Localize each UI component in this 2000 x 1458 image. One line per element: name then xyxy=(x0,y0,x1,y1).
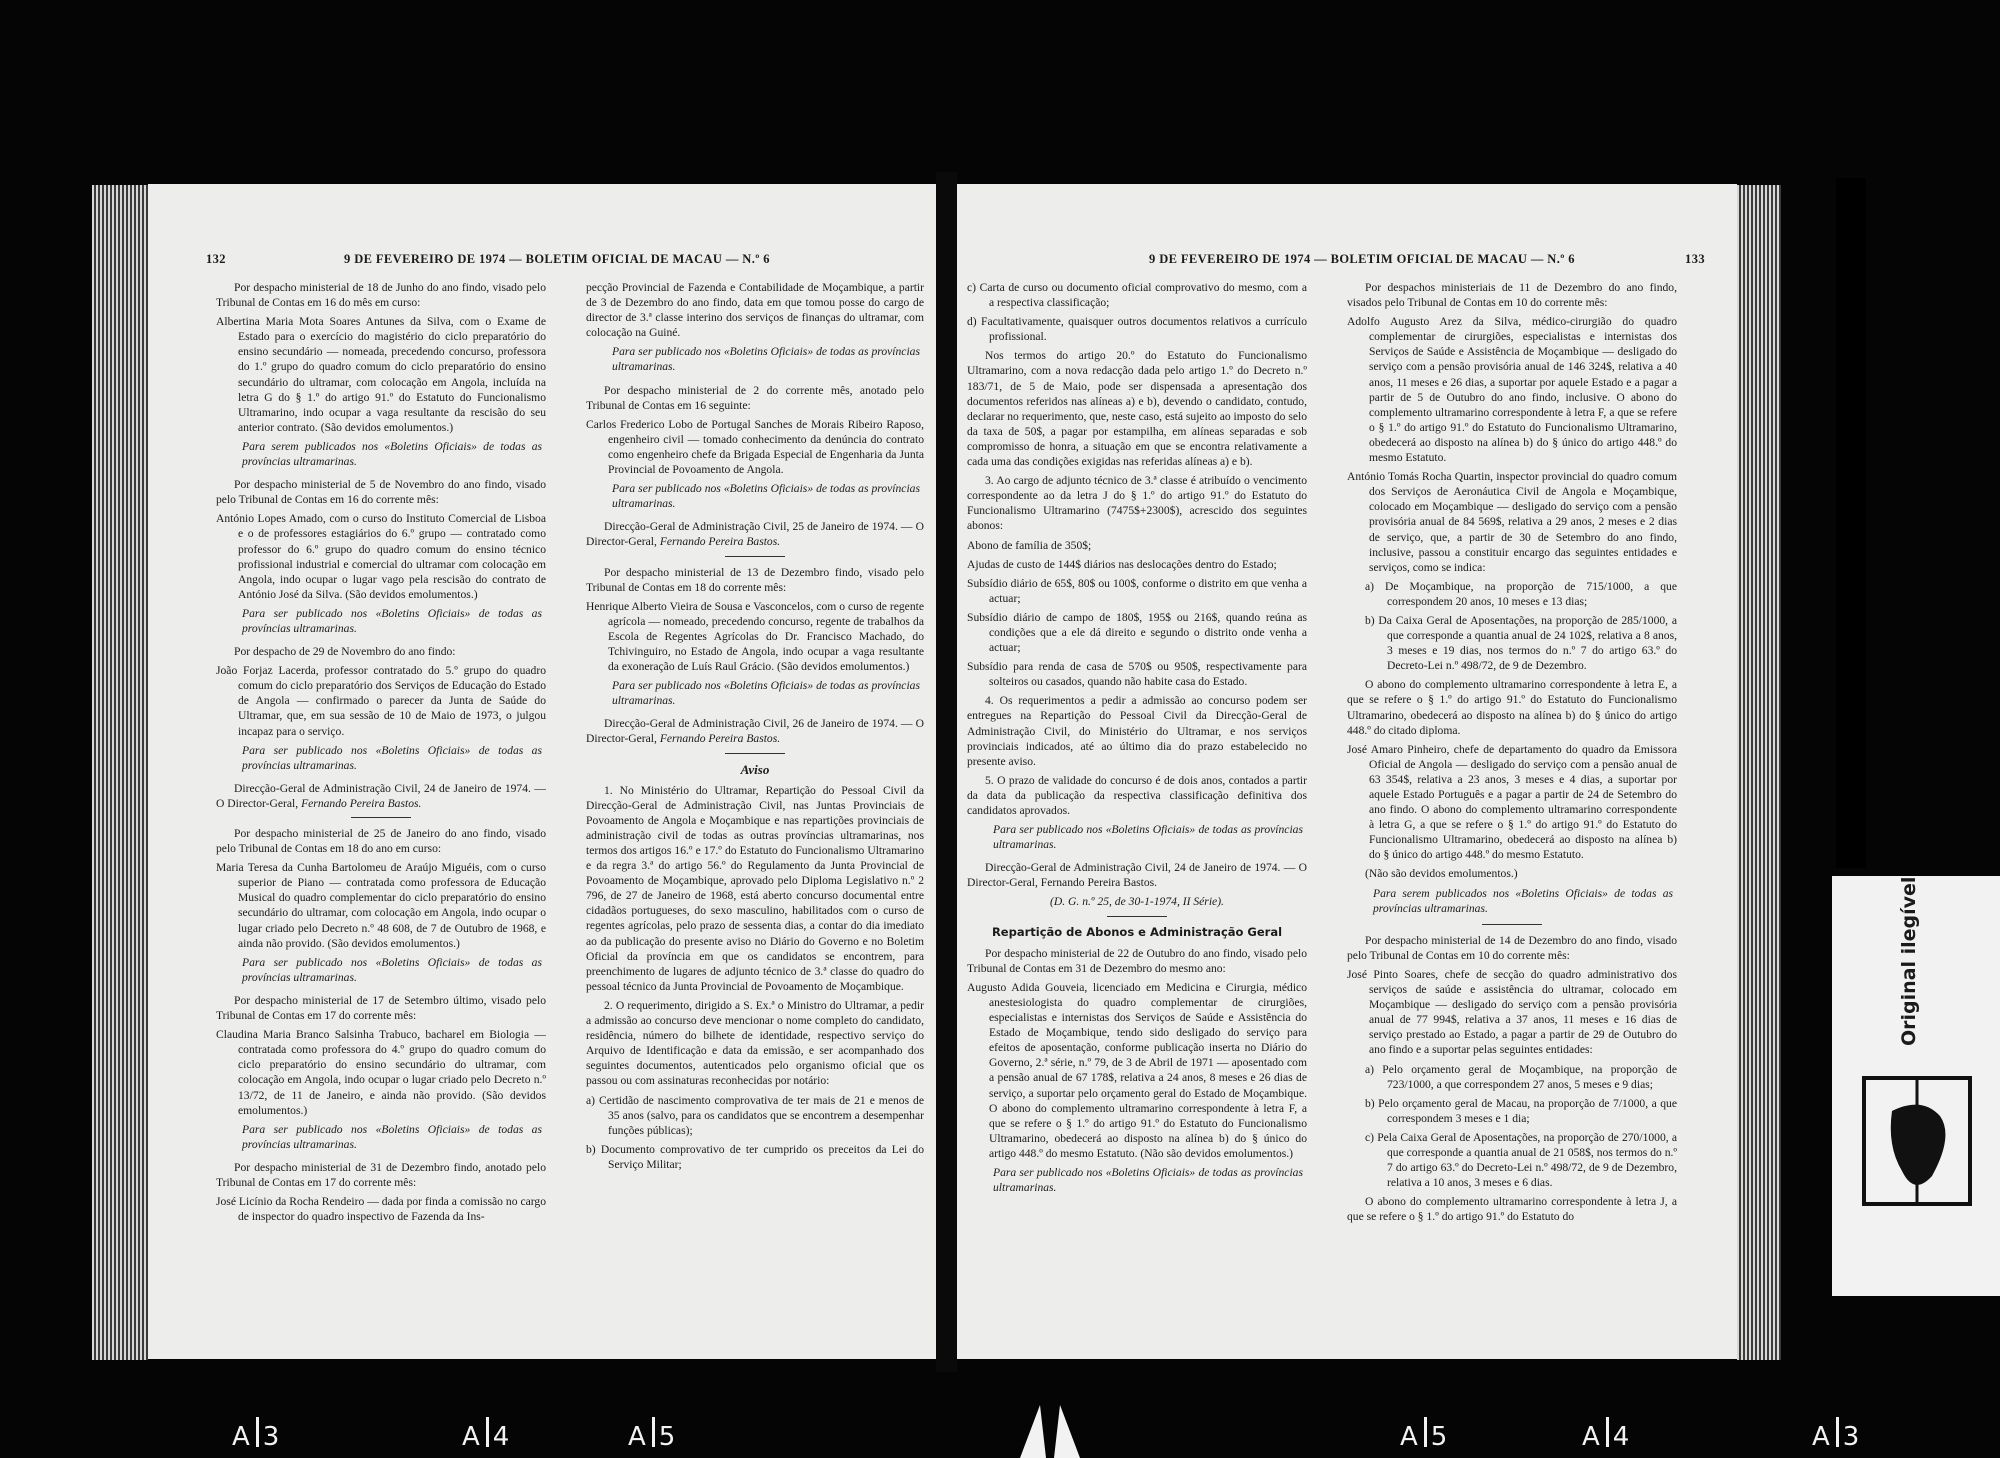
paragraph: Por despacho ministerial de 31 de Dezembro findo, anotado pelo Tribunal de Contas em 17 do corrente mês: xyxy=(216,1160,546,1189)
list-item: Subsídio diário de 65$, 80$ ou 100$, conforme o distrito em que venha a actuar; xyxy=(967,576,1307,605)
publication-note: Para ser publicado nos «Boletins Oficiais» de todas as províncias ultramarinas. xyxy=(242,1122,542,1151)
signatory-name: Fernando Pereira Bastos. xyxy=(659,535,781,549)
list-item: Subsídio diário de campo de 180$, 195$ ou 216$, quando reúna as condições que a ele dá direito e segundo o distrito onde venha a actuar; xyxy=(967,610,1307,655)
paragraph: Por despachos ministeriais de 11 de Dezembro do ano findo, visados pelo Tribunal de Contas em 10 do corrente mês: xyxy=(1347,281,1677,310)
publication-note: Para ser publicado nos «Boletins Oficiais» de todas as províncias ultramarinas. xyxy=(993,1165,1303,1195)
list-item: b) Pelo orçamento geral de Macau, na proporção de 7/1000, a que correspondem 3 meses e 1 dia; xyxy=(1365,1096,1677,1125)
right-column-1 xyxy=(967,280,1307,1355)
right-column-2 xyxy=(1347,280,1677,1355)
signature-line: Direcção-Geral de Administração Civil, 24 de Janeiro de 1974. — O Director-Geral, xyxy=(216,781,546,810)
divider xyxy=(351,817,411,818)
list-item: a) Certidão de nascimento comprovativa de ter mais de 21 e menos de 35 anos (salvo, para os candidatos que se encontrem a desempenhar funções públicas); xyxy=(586,1093,924,1137)
left-column-1 xyxy=(216,280,546,1355)
signature: Direcção-Geral de Administração Civil, 24 de Janeiro de 1974. — O Director-Geral, Fernando Pereira Bastos. xyxy=(967,861,1307,890)
paragraph: (Não são devidos emolumentos.) xyxy=(1365,867,1518,881)
list-item: b) Documento comprovativo de ter cumprido os preceitos da Lei do Serviço Militar; xyxy=(586,1142,924,1171)
list-item: c) Pela Caixa Geral de Aposentações, na proporção de 270/1000, a que corresponde a quantia anual de 21 058$, nos termos do n.º 7 do artigo 63.º do Decreto-Lei n.º 498/72, de 9 de Dezembro, relativa a 10 anos, 3 meses e 6 dias. xyxy=(1365,1130,1677,1190)
paragraph: Augusto Adida Gouveia, licenciado em Medicina e Cirurgia, médico anestesiologista do quadro complementar de cirurgiões, especialistas e internistas dos Serviços de Saúde e Assistência do Estado de Moçambique, tendo sido desligado do serviço para efeitos de aposentação, conforme publicação inserta no Diário do Governo, 2.ª série, n.º 79, de 3 de Abril de 1971 — aposentado com a pensão anual de 67 178$, relativa a 24 anos, 8 meses e 26 dias de serviço, a suportar pelo orçamento geral do Estado de Moçambique. O abono do complemento ultramarino correspondente à letra F, a que se refere o § 1.º do artigo 91.º do Estatuto do Funcionalismo Ultramarino, obedecerá ao disposto na alínea b) do § único do artigo 448.º do mesmo Estatuto. (Não são devidos emolumentos.) xyxy=(967,980,1307,1160)
film-mark: A 3 xyxy=(232,1417,281,1452)
paragraph: José Amaro Pinheiro, chefe de departamento do quadro da Emissora Oficial de Angola — desligado do serviço com a pensão anual de 63 354$, relativa a 23 anos, 3 meses e 4 dias, a suportar por aquele Estado Português e a pagar a partir de 24 de Setembro do ano findo. O abono do complemento ultramarino correspondente à letra G, a que se refere o § 1.º do artigo 91.º do Estatuto do Funcionalismo Ultramarino, obedecerá ao disposto na alínea b) do § único do artigo 448.º do mesmo Estatuto. xyxy=(1347,742,1677,862)
paragraph: Por despacho ministerial de 2 do corrente mês, anotado pelo Tribunal de Contas em 16 seguinte: xyxy=(586,383,924,412)
list-item: c) Carta de curso ou documento oficial comprovativo do mesmo, com a a respectiva classificação; xyxy=(967,281,1307,310)
divider xyxy=(725,753,785,754)
paragraph: Por despacho ministerial de 18 de Junho do ano findo, visado pelo Tribunal de Contas em 16 do mês em curso: xyxy=(216,281,546,310)
running-head-title: 9 DE FEVEREIRO DE 1974 — BOLETIM OFICIAL DE MACAU — N.º 6 xyxy=(344,252,770,266)
paragraph: O abono do complemento ultramarino correspondente à letra E, a que se refere o § 1.º do artigo 91.º do Estatuto do Funcionalismo Ultramarino, obedecerá ao disposto na alínea b) do § único do artigo 448.º do citado diploma. xyxy=(1347,678,1677,737)
damaged-page-icon xyxy=(1862,1076,1972,1206)
paragraph: Por despacho ministerial de 17 de Setembro último, visado pelo Tribunal de Contas em 17 do corrente mês: xyxy=(216,993,546,1023)
paragraph: Por despacho ministerial de 13 de Dezembro findo, visado pelo Tribunal de Contas em 18 do corrente mês: xyxy=(586,565,924,594)
paragraph: Albertina Maria Mota Soares Antunes da Silva, com o Exame de Estado para o exercício do magistério do ciclo preparatório do ensino secundário — nomeada, precedendo concurso, professora do 1.º grupo do quadro comum do ciclo preparatório do ensino secundário do ultramar, com colocação em Angola, incluída na letra G do § 1.º do artigo 91.º do Estatuto do Funcionalismo Ultramarino, indo ocupar a vaga resultante da rescisão do seu anterior contrato. (São devidos emolumentos.) xyxy=(216,315,546,434)
paragraph: O abono do complemento ultramarino correspondente à letra J, a que se refere o § 1.º do artigo 91.º do Estatuto do xyxy=(1347,1195,1677,1224)
publication-note: Para ser publicado nos «Boletins Oficiais» de todas as províncias ultramarinas. xyxy=(612,345,920,374)
publication-note: Para serem publicados nos «Boletins Oficiais» de todas as províncias ultramarinas. xyxy=(1373,886,1673,915)
paragraph: Por despacho ministerial de 5 de Novembro do ano findo, visado pelo Tribunal de Contas em 16 do corrente mês: xyxy=(216,478,546,507)
paragraph: Por despacho ministerial de 25 de Janeiro do ano findo, visado pelo Tribunal de Contas em 18 do ano em curso: xyxy=(216,827,546,856)
paragraph: Nos termos do artigo 20.º do Estatuto do Funcionalismo Ultramarino, com a nova redacção dada pelo artigo 1.º do Decreto n.º 183/71, de 5 de Maio, pode ser dispensada a apresentação dos documentos referidos nas alíneas a) e b), devendo o candidato, contudo, declarar no requerimento, que, neste caso, está sujeito ao imposto do selo da taxa de 50$, a pagar por estampilha, em alíneas separadas e sob compromisso de honra, a situação em que se encontra relativamente a cada uma das condições exigidas nas referidas alíneas a) e b). xyxy=(967,349,1307,469)
list-item: a) De Moçambique, na proporção de 715/1000, a que correspondem 20 anos, 10 meses e 13 dias; xyxy=(1365,579,1677,608)
paragraph: 1. No Ministério do Ultramar, Repartição do Pessoal Civil da Direcção-Geral de Administração Civil, nas Juntas Provinciais de Povoamento de Angola e Moçambique e nas repartições provinciais de administração civil de todas as outras províncias ultramarinas, nos termos dos artigos 16.º e 17.º do Estatuto do Funcionalismo Ultramarino e da regra 3.ª do artigo 56.º do Regulamento da Junta Provincial de Povoamento de Moçambique, aprovado pelo Diploma Legislativo n.º 2 796, de 27 de Janeiro de 1968, está aberto concurso documental entre cidadãos portugueses, do sexo masculino, habilitados com o curso de regentes agrícolas, pelo prazo de sessenta dias, a contar do dia imediato ao da publicação do presente aviso no Diário do Governo e no Boletim Oficial da província em que os candidatos se encontrem, para preenchimento de lugares de adjunto técnico de 3.ª classe do quadro do pessoal técnico da Junta Provincial de Povoamento de Moçambique. xyxy=(586,783,924,993)
list-item: Subsídio para renda de casa de 570$ ou 950$, respectivamente para solteiros ou casados, quando não habite casa do Estado. xyxy=(967,660,1307,689)
film-mark: A 4 xyxy=(1582,1417,1631,1452)
paragraph: 4. Os requerimentos a pedir a admissão ao concurso podem ser entregues na Repartição do Pessoal Civil da Direcção-Geral de Administração Civil, do Ministério do Ultramar, e nos serviços provinciais indicados, até ao último dia do prazo estabelecido no presente aviso. xyxy=(967,694,1307,768)
publication-note: Para serem publicados nos «Boletins Oficiais» de todas as províncias ultramarinas. xyxy=(242,439,542,469)
publication-note: Para ser publicado nos «Boletins Oficiais» de todas as províncias ultramarinas. xyxy=(612,679,920,708)
film-mark: A 5 xyxy=(1400,1417,1449,1452)
paragraph: João Forjaz Lacerda, professor contratado do 5.º grupo do quadro comum do ciclo preparatório dos Serviços de Educação do Estado de Angola — confirmado o parecer da Junta de Saúde do Ultramar, que, em sua sessão de 10 de Maio de 1973, o julgou incapaz para o serviço. xyxy=(216,664,546,738)
book-edge-left xyxy=(92,185,148,1360)
spine-notch-icon xyxy=(1020,1395,1080,1458)
book-edge-right xyxy=(1737,185,1781,1360)
paragraph: António Tomás Rocha Quartin, inspector provincial do quadro comum dos Serviços de Aeronáutica Civil de Angola e Moçambique, colocado em Moçambique — desligado do serviço com a pensão provisória anual de 84 569$, relativa a 29 anos, 2 meses e 2 dias de serviço, que, a partir de 30 de Setembro do ano findo, inclusive, passou a constituir encargo das seguintes entidades e serviços, como se indica: xyxy=(1347,470,1677,574)
publication-note: Para ser publicado nos «Boletins Oficiais» de todas as províncias ultramarinas. xyxy=(242,743,542,772)
signature xyxy=(216,781,546,811)
film-marks xyxy=(0,1408,2000,1458)
right-page xyxy=(957,184,1737,1359)
paragraph: Por despacho ministerial de 22 de Outubro do ano findo, visado pelo Tribunal de Contas em 31 de Dezembro do mesmo ano: xyxy=(967,946,1307,975)
divider xyxy=(1482,924,1542,925)
paragraph: Carlos Frederico Lobo de Portugal Sanches de Morais Ribeiro Raposo, engenheiro civil — tomado conhecimento da denúncia do contrato como engenheiro chefe da Brigada Especial de Engenharia da Junta Provincial de Povoamento de Angola. xyxy=(586,417,924,477)
paragraph: Henrique Alberto Vieira de Sousa e Vasconcelos, com o curso de regente agrícola — nomeado, precedendo concurso, regente de trabalhos da Escola de Regentes Agrícolas do Dr. Francisco Machado, do Tchivinguiro, no Estado de Angola, indo ocupar a vaga resultante da exoneração de Luís Raul Grácio. (São devidos emolumentos.) xyxy=(586,599,924,674)
film-mark: A 4 xyxy=(462,1417,511,1452)
signature-line: Direcção-Geral de Administração Civil, 26 de Janeiro de 1974. — O Director-Geral, xyxy=(586,717,924,746)
paragraph: António Lopes Amado, com o curso do Instituto Comercial de Lisboa e o de professores estagiários do 6.º grupo — contratado como professor do 6.º grupo do quadro comum do ensino técnico profissional industrial e comercial do ultramar com colocação em Angola, indo ocupar o lugar vago pela rescisão do contrato de António José da Silva. (São devidos emolumentos.) xyxy=(216,512,546,601)
paragraph: pecção Provincial de Fazenda e Contabilidade de Moçambique, a partir de 3 de Dezembro do ano findo, data em que tomou posse do cargo de director de 3.ª classe interino dos serviços de finanças do ultramar, com colocação na Guiné. xyxy=(586,281,924,340)
section-heading: Repartição de Abonos e Administração Geral xyxy=(991,924,1283,939)
divider xyxy=(1107,916,1167,917)
film-strip-shadow xyxy=(1836,178,1866,868)
paragraph: 2. O requerimento, dirigido a S. Ex.ª o Ministro do Ultramar, a pedir a admissão ao concurso deve mencionar o nome completo do candidato, residência, número do bilhete de identidade, respectivo serviço do Arquivo de Identificação e data da emissão, e ser acompanhado dos seguintes documentos, autenticados pelo organismo oficial que os passou ou com assinaturas reconhecidas por notário: xyxy=(586,998,924,1088)
list-item: b) Da Caixa Geral de Aposentações, na proporção de 285/1000, a que corresponde a quantia anual de 24 102$, relativa a 8 anos, 3 meses e 19 dias, nos termos do n.º 7 do artigo 63.º do Decreto-Lei n.º 498/72, de 9 de Dezembro. xyxy=(1365,613,1677,673)
list-item: d) Facultativamente, quaisquer outros documentos relativos a currículo profissional. xyxy=(967,315,1307,344)
list-item: a) Pelo orçamento geral de Moçambique, na proporção de 723/1000, a que correspondem 27 anos, 5 meses e 9 dias; xyxy=(1365,1062,1677,1091)
publication-note: Para ser publicado nos «Boletins Oficiais» de todas as províncias ultramarinas. xyxy=(242,955,542,984)
paragraph: José Pinto Soares, chefe de secção do quadro administrativo dos serviços de saúde e assistência do ultramar, colocado em Moçambique — desligado do serviço com a pensão provisória anual de 77 994$, relativa a 37 anos, 11 meses e 16 dias de serviço prestado ao Estado, a pagar a partir de 29 de Outubro do ano findo e a suportar pelas seguintes entidades: xyxy=(1347,967,1677,1057)
illegible-label-text: Original ilegível xyxy=(1898,876,1920,1046)
paragraph: Por despacho de 29 de Novembro do ano findo: xyxy=(234,645,456,659)
list-item: Abono de família de 350$; xyxy=(967,538,1092,552)
signature-line: Direcção-Geral de Administração Civil, 25 de Janeiro de 1974. — O Director-Geral, xyxy=(586,520,924,549)
left-page xyxy=(148,184,936,1359)
publication-note: Para ser publicado nos «Boletins Oficiais» de todas as províncias ultramarinas. xyxy=(242,606,542,635)
running-head xyxy=(206,252,896,274)
page-number: 133 xyxy=(1685,252,1705,266)
film-mark: A 3 xyxy=(1812,1417,1861,1452)
film-mark: A 5 xyxy=(628,1417,677,1452)
signatory-name: Fernando Pereira Bastos. xyxy=(659,732,781,746)
illegible-original-label xyxy=(1832,876,2000,1296)
page-number: 132 xyxy=(206,252,226,266)
list-item: Ajudas de custo de 144$ diários nas deslocações dentro do Estado; xyxy=(967,557,1277,571)
publication-note: Para ser publicado nos «Boletins Oficiais» de todas as províncias ultramarinas. xyxy=(993,823,1303,852)
paragraph: 3. Ao cargo de adjunto técnico de 3.ª classe é atribuído o vencimento correspondente ao da letra J do § 1.º do artigo 91.º do Estatuto do Funcionalismo Ultramarino (7475$+2300$), acrescido dos seguintes abonos: xyxy=(967,474,1307,533)
section-heading: Aviso xyxy=(740,761,770,777)
left-column-2 xyxy=(586,280,924,1355)
running-head-title: 9 DE FEVEREIRO DE 1974 — BOLETIM OFICIAL DE MACAU — N.º 6 xyxy=(1149,252,1575,266)
signature xyxy=(586,519,924,549)
source-reference: (D. G. n.º 25, de 30-1-1974, II Série). xyxy=(1050,895,1224,909)
paragraph: 5. O prazo de validade do concurso é de dois anos, contados a partir da data da publicação da respectiva classificação definitiva dos candidatos aprovados. xyxy=(967,773,1307,817)
running-head xyxy=(1027,252,1705,274)
paragraph: José Licínio da Rocha Rendeiro — dada por finda a comissão no cargo de inspector do quadro inspectivo de Fazenda da Ins- xyxy=(216,1195,546,1224)
publication-note: Para ser publicado nos «Boletins Oficiais» de todas as províncias ultramarinas. xyxy=(612,482,920,511)
book-gutter xyxy=(936,172,957,1372)
signatory-name: Fernando Pereira Bastos. xyxy=(301,796,422,810)
paragraph: Adolfo Augusto Arez da Silva, médico-cirurgião do quadro complementar de cirurgiões, especialistas e internistas dos Serviços de Saúde e Assistência de Moçambique — desligado do serviço com a pensão provisória anual de 146 324$, relativa a 40 anos, 11 meses e 26 dias, a suportar por aquele Estado e a pagar a partir de 5 de Outubro do ano findo, inclusive. O abono do complemento ultramarino correspondente à letra F, a que se refere o § 1.º do artigo 91.º do Estatuto do Funcionalismo Ultramarino, obedecerá ao disposto na alínea b) do § único do artigo 448.º do mesmo Estatuto. xyxy=(1347,315,1677,465)
divider xyxy=(725,556,785,557)
paragraph: Maria Teresa da Cunha Bartolomeu de Araújo Miguéis, com o curso superior de Piano — contratada como professora de Educação Musical do quadro complementar do ciclo preparatório do ensino secundário do ultramar, com colocação em Angola, indo ocupar o lugar criado pelo Decreto n.º 48 608, de 7 de Outubro de 1968, e ainda não provido. (São devidos emolumentos.) xyxy=(216,861,546,950)
signature xyxy=(586,716,924,746)
paragraph: Por despacho ministerial de 14 de Dezembro do ano findo, visado pelo Tribunal de Contas em 10 do corrente mês: xyxy=(1347,933,1677,962)
paragraph: Claudina Maria Branco Salsinha Trabuco, bacharel em Biologia — contratada como professora do 4.º grupo do quadro comum do ciclo preparatório do ensino secundário do ultramar, com colocação em Angola, indo ocupar o lugar criado pelo Decreto n.º 13/72, de 11 de Janeiro, e ainda não provido. (São devidos emolumentos.) xyxy=(216,1028,546,1117)
